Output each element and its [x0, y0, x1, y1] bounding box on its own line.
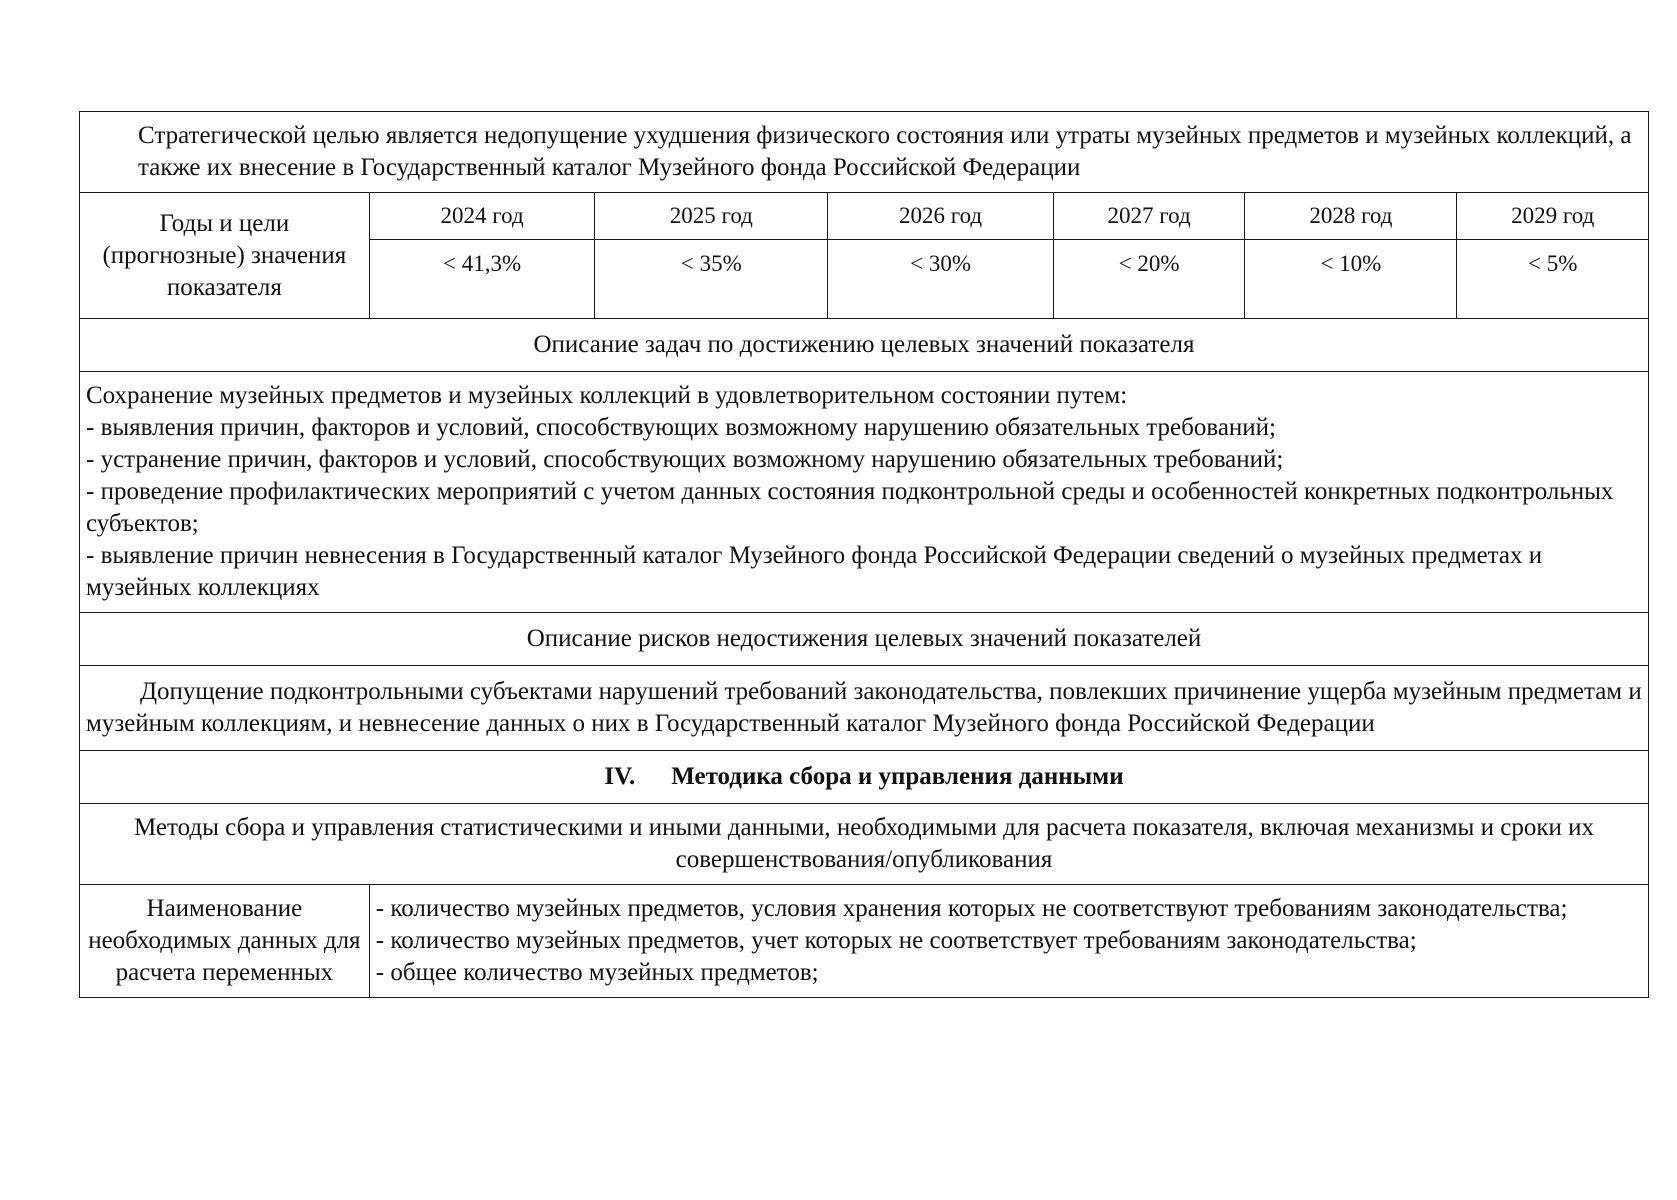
section-iv-heading [80, 751, 1649, 804]
section-title: Методика сбора и управления данными [671, 763, 1124, 790]
required-data-item: - количество музейных предметов, учет которых не соответствует требованиям законодательства; [375, 927, 1417, 954]
methods-row [80, 804, 1649, 885]
tasks-heading: Описание задач по достижению целевых значений показателя [80, 319, 1649, 372]
tasks-body-row [80, 372, 1649, 613]
indicator-passport-table [79, 111, 1649, 998]
strategic-goal-row [80, 112, 1649, 193]
year-cell: 2027 год [1053, 193, 1244, 240]
tasks-heading-row [80, 319, 1649, 372]
target-label-line-1: Годы и цели [159, 209, 290, 237]
tasks-intro: Сохранение музейных предметов и музейных коллекций в удовлетворительном состоянии путем: [86, 382, 1128, 409]
year-cell: 2029 год [1457, 193, 1649, 240]
required-data-label: Наименование необходимых данных для расчета переменных [80, 885, 370, 998]
target-value-cell: < 10% [1245, 240, 1457, 319]
year-cell: 2024 год [369, 193, 595, 240]
risks-body-row [80, 666, 1649, 751]
year-cell: 2025 год [595, 193, 828, 240]
risks-heading-row [80, 613, 1649, 666]
risks-heading: Описание рисков недостижения целевых значений показателей [80, 613, 1649, 666]
task-item: - проведение профилактических мероприятий с учетом данных состояния подконтрольной среды и особенностей конкретных подконтрольных субъектов; [86, 478, 1614, 537]
target-value-cell: < 41,3% [369, 240, 595, 319]
risks-description [80, 666, 1649, 751]
target-values-label [80, 193, 370, 319]
required-data-item: - общее количество музейных предметов; [375, 959, 819, 986]
required-data-list [369, 885, 1648, 998]
target-value-cell: < 20% [1053, 240, 1244, 319]
target-value-cell: < 5% [1457, 240, 1649, 319]
target-value-cell: < 30% [828, 240, 1054, 319]
risks-text: Допущение подконтрольными субъектами нарушений требований законодательства, повлекших причинение ущерба музейным предметам и музейным коллекциям, и невнесение данных о них в Государственный каталог Музейного фонда Российской Федерации [86, 678, 1642, 737]
year-cell: 2028 год [1245, 193, 1457, 240]
strategic-goal-text: Стратегической целью является недопущение ухудшения физического состояния или утраты музейных предметов и музейных коллекций, а также их внесение в Государственный каталог Музейного фонда Российской Федерации [80, 112, 1649, 193]
task-item: - выявление причин невнесения в Государственный каталог Музейного фонда Российской Федерации сведений о музейных предметах и музейных коллекциях [86, 542, 1543, 601]
target-label-line-3: показателя [166, 273, 282, 301]
year-cell: 2026 год [828, 193, 1054, 240]
task-item: - выявления причин, факторов и условий, способствующих возможному нарушению обязательных требований; [86, 414, 1277, 441]
tasks-description [80, 372, 1649, 613]
required-data-row [80, 885, 1649, 998]
required-data-item: - количество музейных предметов, условия хранения которых не соответствуют требованиям законодательства; [375, 895, 1568, 922]
methods-description: Методы сбора и управления статистическими и иными данными, необходимыми для расчета показателя, включая механизмы и сроки их совершенствования/опубликования [80, 804, 1649, 885]
section-iv-heading-row [80, 751, 1649, 804]
target-label-line-2: (прогнозные) значения [102, 241, 347, 269]
target-value-cell: < 35% [595, 240, 828, 319]
section-number: IV. [604, 763, 636, 790]
task-item: - устранение причин, факторов и условий, способствующих возможному нарушению обязательных требований; [86, 446, 1284, 473]
target-years-row [80, 193, 1649, 240]
